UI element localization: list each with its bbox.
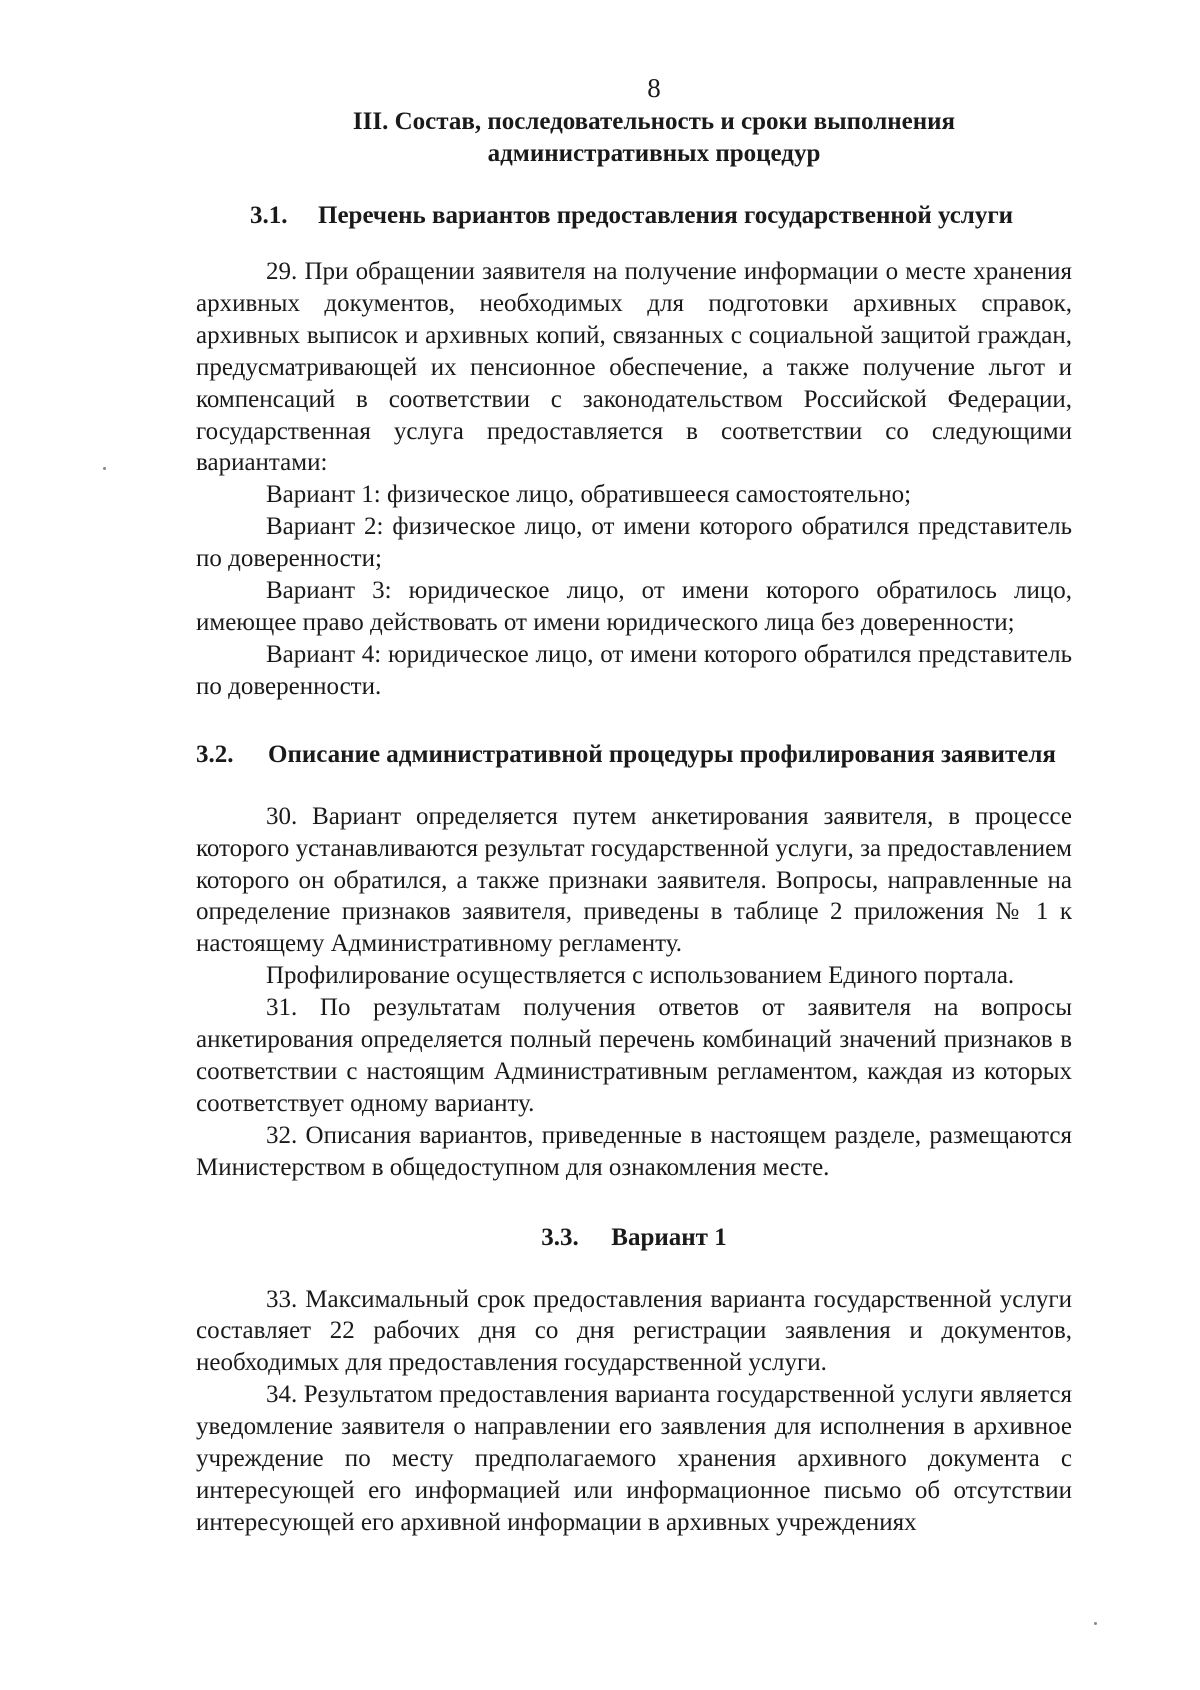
paragraph-30: 30. Вариант определяется путем анкетирования заявителя, в процессе которого устанавливаются результат государственной услуги, за предоставлением которого он обратился, а также признаки заявителя. Вопросы, направленные на определение признаков заявителя, приведены в таблице 2 приложения № 1 к настоящему Административному регламенту. xyxy=(196,802,1072,958)
section-heading-3-3 xyxy=(196,1222,1072,1254)
section-heading-3-1 xyxy=(196,200,1072,232)
chapter-title-line-1: III. Состав, последовательность и сроки выполнения xyxy=(352,108,956,135)
paragraph-33: 33. Максимальный срок предоставления варианта государственной услуги составляет 22 рабочих дня со дня регистрации заявления и документов, необходимых для предоставления государственной услуги. xyxy=(196,1285,1072,1377)
chapter-title-line-2: административных процедур xyxy=(487,140,821,167)
variant-4-item: Вариант 4: юридическое лицо, от имени которого обратился представитель по доверенности. xyxy=(196,640,1072,700)
scan-speck xyxy=(103,467,106,470)
variant-2-item: Вариант 2: физическое лицо, от имени которого обратился представитель по доверенности; xyxy=(196,513,1072,573)
paragraph-32: 32. Описания вариантов, приведенные в настоящем разделе, размещаются Министерством в общедоступном для ознакомления месте. xyxy=(196,1121,1072,1181)
chapter-title xyxy=(196,106,1072,170)
page-number: 8 xyxy=(647,73,661,103)
section-number: 3.1. xyxy=(250,202,288,229)
paragraph-34: 34. Результатом предоставления варианта государственной услуги является уведомление заявителя о направлении его заявления для исполнения в архивное учреждение по месту предполагаемого хранения архивного документа с интересующей его информацией или информационное письмо об отсутствии интересующей его архивной информации в архивных учреждениях xyxy=(196,1381,1072,1536)
section-title: Описание административной процедуры профилирования заявителя xyxy=(268,740,1056,768)
variant-3-item: Вариант 3: юридическое лицо, от имени которого обратилось лицо, имеющее право действовать от имени юридического лица без доверенности; xyxy=(196,577,1072,636)
paragraph-30-profiling: Профилирование осуществляется с использованием Единого портала. xyxy=(266,962,1015,990)
section-heading-3-2 xyxy=(196,739,1072,771)
section-number: 3.3. xyxy=(541,1223,579,1251)
section-title: Перечень вариантов предоставления государственной услуги xyxy=(318,202,1014,229)
paragraph-29: 29. При обращении заявителя на получение информации о месте хранения архивных документов, необходимых для подготовки архивных справок, архивных выписок и архивных копий, связанных с социальной защитой граждан, предусматривающей их пенсионное обеспечение, а также получение льгот и компенсаций в соответствии с законодательством Российской Федерации, государственная услуга предоставляется в соответствии со следующими вариантами: xyxy=(196,258,1072,477)
scan-speck xyxy=(1094,1622,1097,1625)
paragraph-31: 31. По результатам получения ответов от заявителя на вопросы анкетирования определяется полный перечень комбинаций значений признаков в соответствии с настоящим Административным регламентом, каждая из которых соответствует одному варианту. xyxy=(196,994,1072,1117)
variant-1-item: Вариант 1: физическое лицо, обратившееся самостоятельно; xyxy=(266,481,912,509)
section-title: Вариант 1 xyxy=(611,1223,727,1251)
section-number: 3.2. xyxy=(196,740,234,768)
